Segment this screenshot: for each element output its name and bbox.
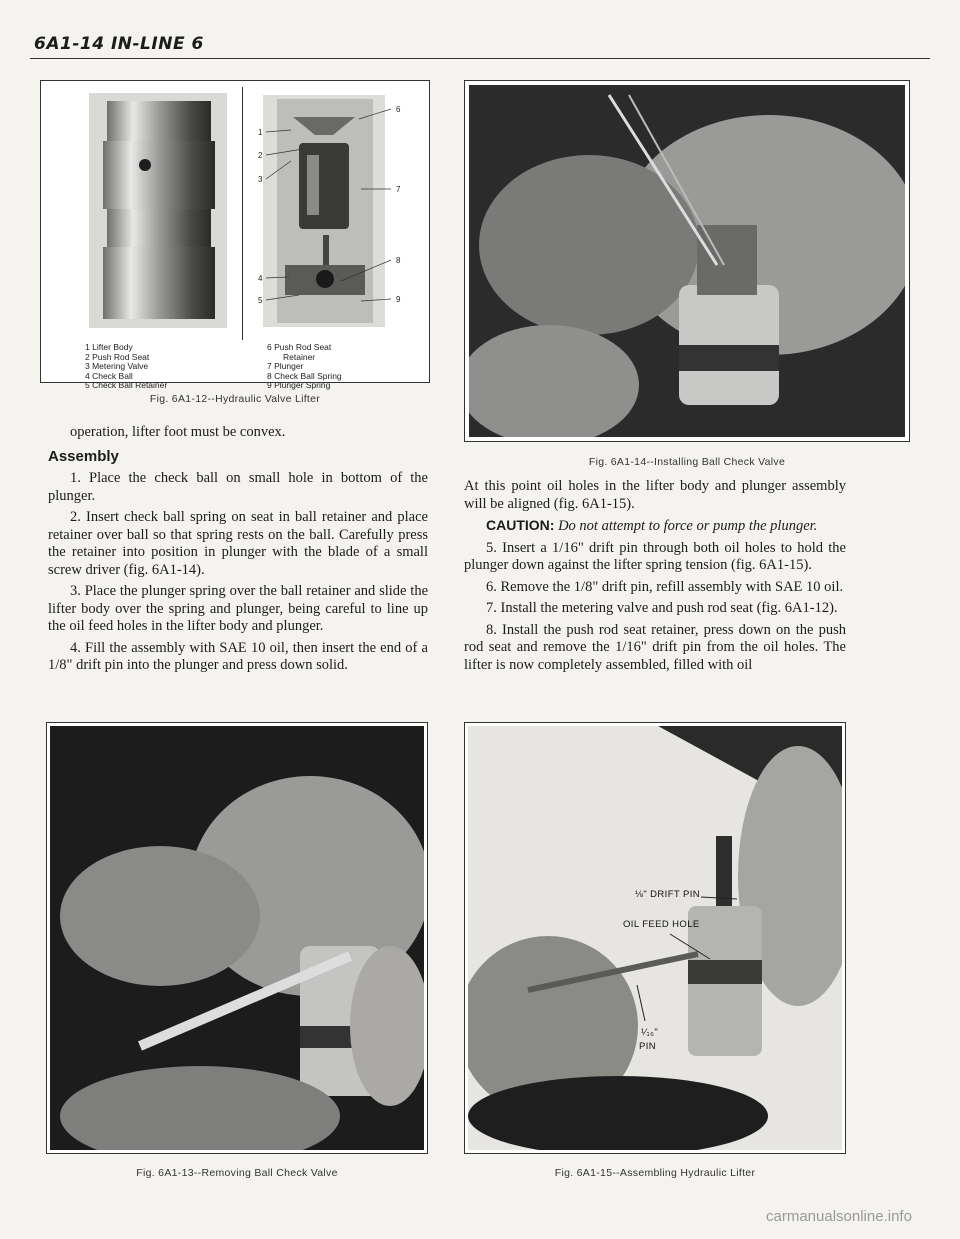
legend-item: 1 Lifter Body	[85, 342, 133, 352]
figure-6a1-15-frame	[464, 722, 846, 1154]
callout-3: 3	[258, 175, 263, 184]
callout-9: 9	[396, 295, 401, 304]
label-leader-lines	[465, 723, 847, 1155]
legend-item: 4 Check Ball	[85, 370, 133, 381]
step-1: 1. Place the check ball on small hole in bottom of the plunger.	[48, 470, 428, 504]
callout-2: 2	[258, 151, 263, 160]
callout-5: 5	[258, 296, 263, 305]
legend-item: 2 Push Rod Seat	[85, 351, 150, 362]
figure-6a1-13-frame	[46, 722, 428, 1154]
legend-item: 8 Check Ball Spring	[267, 370, 342, 381]
callout-1: 1	[258, 128, 263, 137]
figure-6a1-13-caption: Fig. 6A1-13--Removing Ball Check Valve	[136, 1167, 338, 1179]
step-3: 3. Place the plunger spring over the ball retainer and slide the lifter body over the spring and plunger, being careful to line up the oil feed holes in the lifter body and plunger.	[48, 583, 428, 634]
legend-item: Retainer	[283, 351, 316, 362]
page-title: 6A1-14 IN-LINE 6	[34, 34, 204, 54]
label-pin-fraction: ¹⁄₁₆"	[641, 1027, 659, 1038]
paragraph: At this point oil holes in the lifter body and plunger assembly will be aligned (fig. 6A1-15).	[464, 478, 846, 512]
label-drift-pin: ⅛" DRIFT PIN	[635, 889, 701, 900]
header-rule	[30, 58, 930, 59]
section-heading-assembly: Assembly	[48, 447, 119, 465]
step-6: 6. Remove the 1/8" drift pin, refill assembly with SAE 10 oil.	[486, 578, 844, 595]
legend-item: 5 Check Ball Retainer	[85, 380, 168, 390]
step-2: 2. Insert check ball spring on seat in ball retainer and place retainer over ball so that spring rests on the ball. Carefully press the retainer into position in plunger with the blade of a small screw driver (fig. 6A1-14).	[48, 509, 428, 578]
paragraph: operation, lifter foot must be convex.	[70, 424, 286, 440]
legend-item: 7 Plunger	[267, 361, 304, 371]
figure-6a1-12-caption: Fig. 6A1-12--Hydraulic Valve Lifter	[149, 393, 321, 405]
figure-6a1-12-frame	[40, 80, 430, 390]
installing-ball-check-photo	[469, 85, 905, 437]
step-8: 8. Install the push rod seat retainer, press down on the push rod seat and remove the 1/16" drift pin from the oil holes. The lifter is now completely assembled, filled with oil	[464, 621, 846, 673]
right-text-column	[464, 478, 846, 678]
legend-item: 9 Plunger Spring	[267, 380, 331, 390]
step-4: 4. Fill the assembly with SAE 10 oil, then insert the end of a 1/8" drift pin into the plunger and press down solid.	[48, 639, 428, 673]
figure-legend-left	[85, 343, 167, 391]
callout-leader-lines	[41, 81, 431, 341]
callout-8: 8	[396, 256, 401, 265]
step-5: 5. Insert a 1/16" drift pin through both oil holes to hold the plunger down against the lifter spring tension (fig. 6A1-15).	[464, 539, 846, 573]
caution-text: Do not attempt to force or pump the plunger.	[558, 518, 818, 534]
callout-4: 4	[258, 274, 263, 283]
removing-ball-check-photo	[50, 726, 424, 1150]
label-pin: PIN	[639, 1041, 657, 1052]
step-7: 7. Install the metering valve and push rod seat (fig. 6A1-12).	[486, 600, 838, 616]
caution-label: CAUTION:	[486, 517, 555, 533]
caution-note	[464, 517, 846, 536]
figure-legend-right	[267, 343, 342, 391]
legend-item: 3 Metering Valve	[85, 361, 149, 371]
label-oil-feed-hole: OIL FEED HOLE	[623, 919, 700, 930]
figure-6a1-15-caption: Fig. 6A1-15--Assembling Hydraulic Lifter	[554, 1167, 756, 1179]
figure-6a1-14-frame	[464, 80, 910, 442]
page-header	[30, 30, 930, 60]
callout-7: 7	[396, 185, 401, 194]
callout-6: 6	[396, 105, 401, 114]
figure-6a1-14-caption: Fig. 6A1-14--Installing Ball Check Valve	[588, 456, 786, 468]
footer-watermark[interactable]: carmanualsonline.info	[766, 1208, 912, 1225]
left-text-column	[48, 424, 428, 679]
legend-item: 6 Push Rod Seat	[267, 342, 332, 352]
